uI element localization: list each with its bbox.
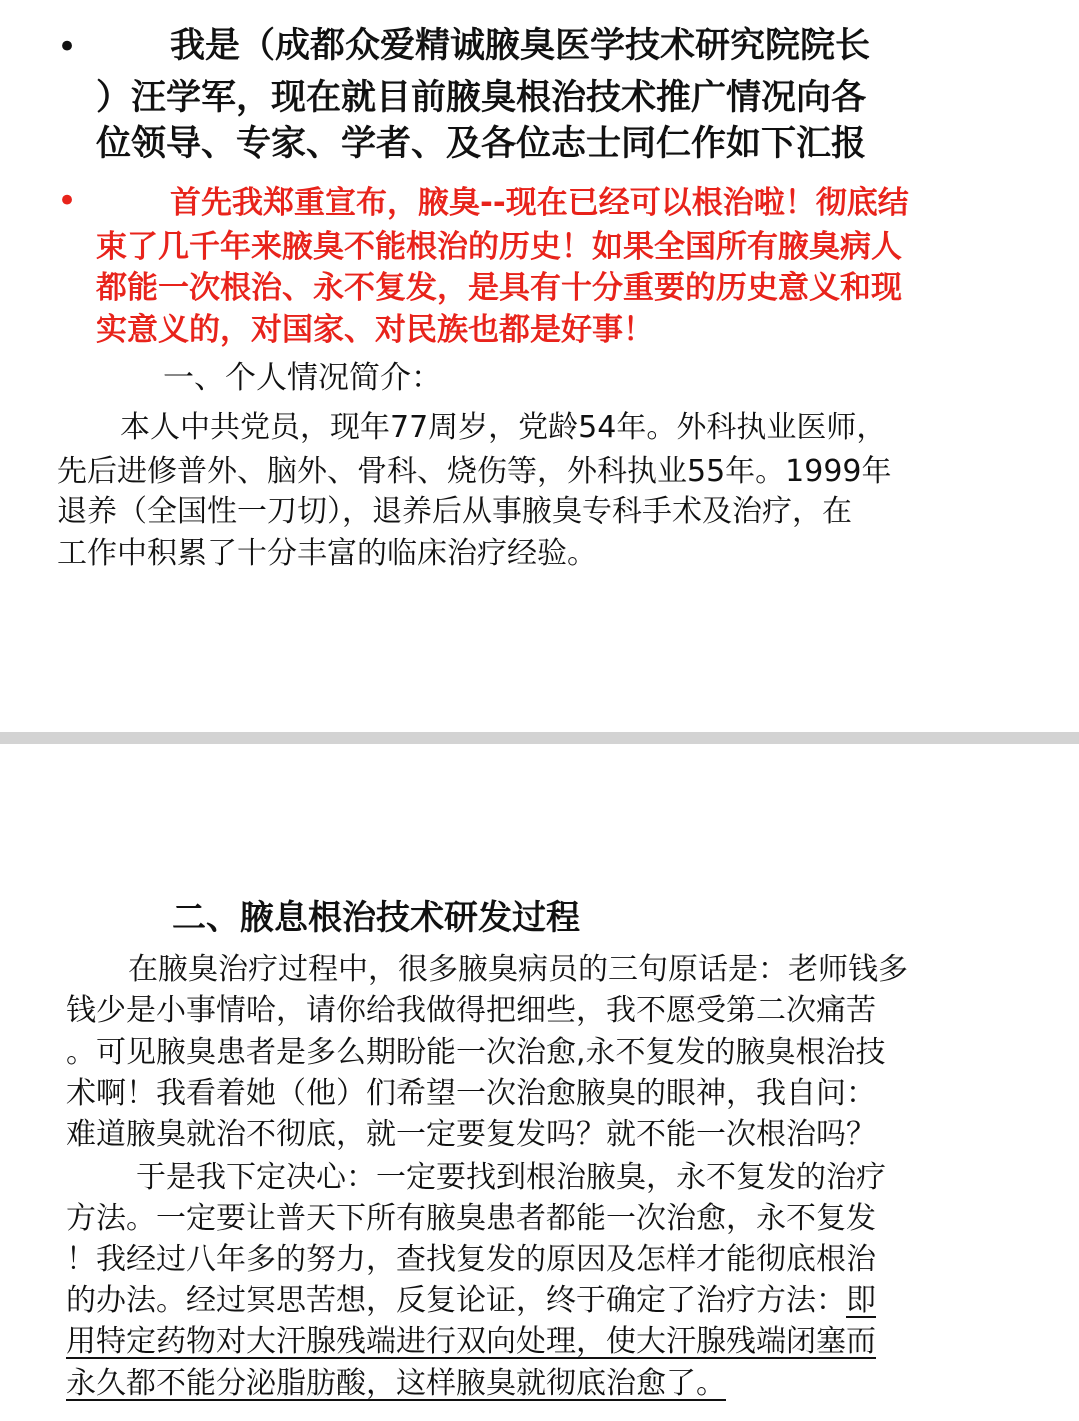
bio-line-4: 工作中积累了十分丰富的临床治疗经验。	[57, 536, 597, 571]
para1-line-2: 钱少是小事情哈，请你给我做得把细些，我不愿受第二次痛苦	[66, 993, 876, 1028]
bullet-intro: •	[57, 27, 78, 67]
bullet-announcement: •	[57, 181, 78, 221]
slide-2	[0, 744, 1079, 1421]
intro-line-3: 位领导、专家、学者、及各位志士同仁作如下汇报	[96, 124, 867, 164]
para1-line-3: 。可见腋臭患者是多么期盼能一次治愈,永不复发的腋臭根治技	[66, 1035, 886, 1070]
underlined-line-1: 用特定药物对大汗腺残端进行双向处理，使大汗腺残端闭塞而	[66, 1324, 876, 1359]
para2-line-4-text: 的办法。经过冥思苦想，反复论证，终于确定了治疗方法：	[66, 1283, 846, 1318]
para2-line-3: ！我经过八年多的努力，查找复发的原因及怎样才能彻底根治	[66, 1242, 876, 1277]
para1-line-1: 在腋臭治疗过程中，很多腋臭病员的三句原话是：老师钱多	[128, 952, 908, 987]
announce-line-2: 束了几千年来腋臭不能根治的历史！如果全国所有腋臭病人	[96, 229, 902, 265]
bio-line-1: 本人中共党员，现年77周岁，党龄54年。外科执业医师，	[120, 410, 887, 445]
announce-line-1: 首先我郑重宣布，腋臭--现在已经可以根治啦！彻底结	[170, 185, 909, 221]
section-title-rd: 二、腋息根治技术研发过程	[172, 898, 580, 938]
para1-line-4: 术啊！我看着她（他）们希望一次治愈腋臭的眼神，我自问：	[66, 1076, 876, 1111]
para2-line-1: 于是我下定决心：一定要找到根治腋臭，永不复发的治疗	[136, 1160, 886, 1195]
underlined-line-2: 永久都不能分泌脂肪酸，这样腋臭就彻底治愈了。	[66, 1366, 726, 1401]
intro-line-1: 我是（成都众爱精诚腋臭医学技术研究院院长	[170, 26, 871, 66]
para1-line-5: 难道腋臭就治不彻底，就一定要复发吗？就不能一次根治吗？	[66, 1117, 876, 1152]
announce-line-4: 实意义的，对国家、对民族也都是好事！	[96, 312, 654, 348]
slide-divider	[0, 732, 1079, 744]
para2-line-4	[66, 1275, 876, 1319]
section-title-personal: 一、个人情况简介：	[163, 360, 442, 396]
para2-line-2: 方法。一定要让普天下所有腋臭患者都能一次治愈，永不复发	[66, 1201, 876, 1236]
bio-line-2: 先后进修普外、脑外、骨科、烧伤等，外科执业55年。1999年	[57, 454, 892, 489]
bio-line-3: 退养（全国性一刀切），退养后从事腋臭专科手术及治疗，在	[57, 494, 852, 529]
underlined-start: 即	[846, 1283, 876, 1318]
announce-line-3: 都能一次根治、永不复发，是具有十分重要的历史意义和现	[96, 270, 902, 306]
intro-line-2: ）汪学军，现在就目前腋臭根治技术推广情况向各	[96, 78, 867, 118]
